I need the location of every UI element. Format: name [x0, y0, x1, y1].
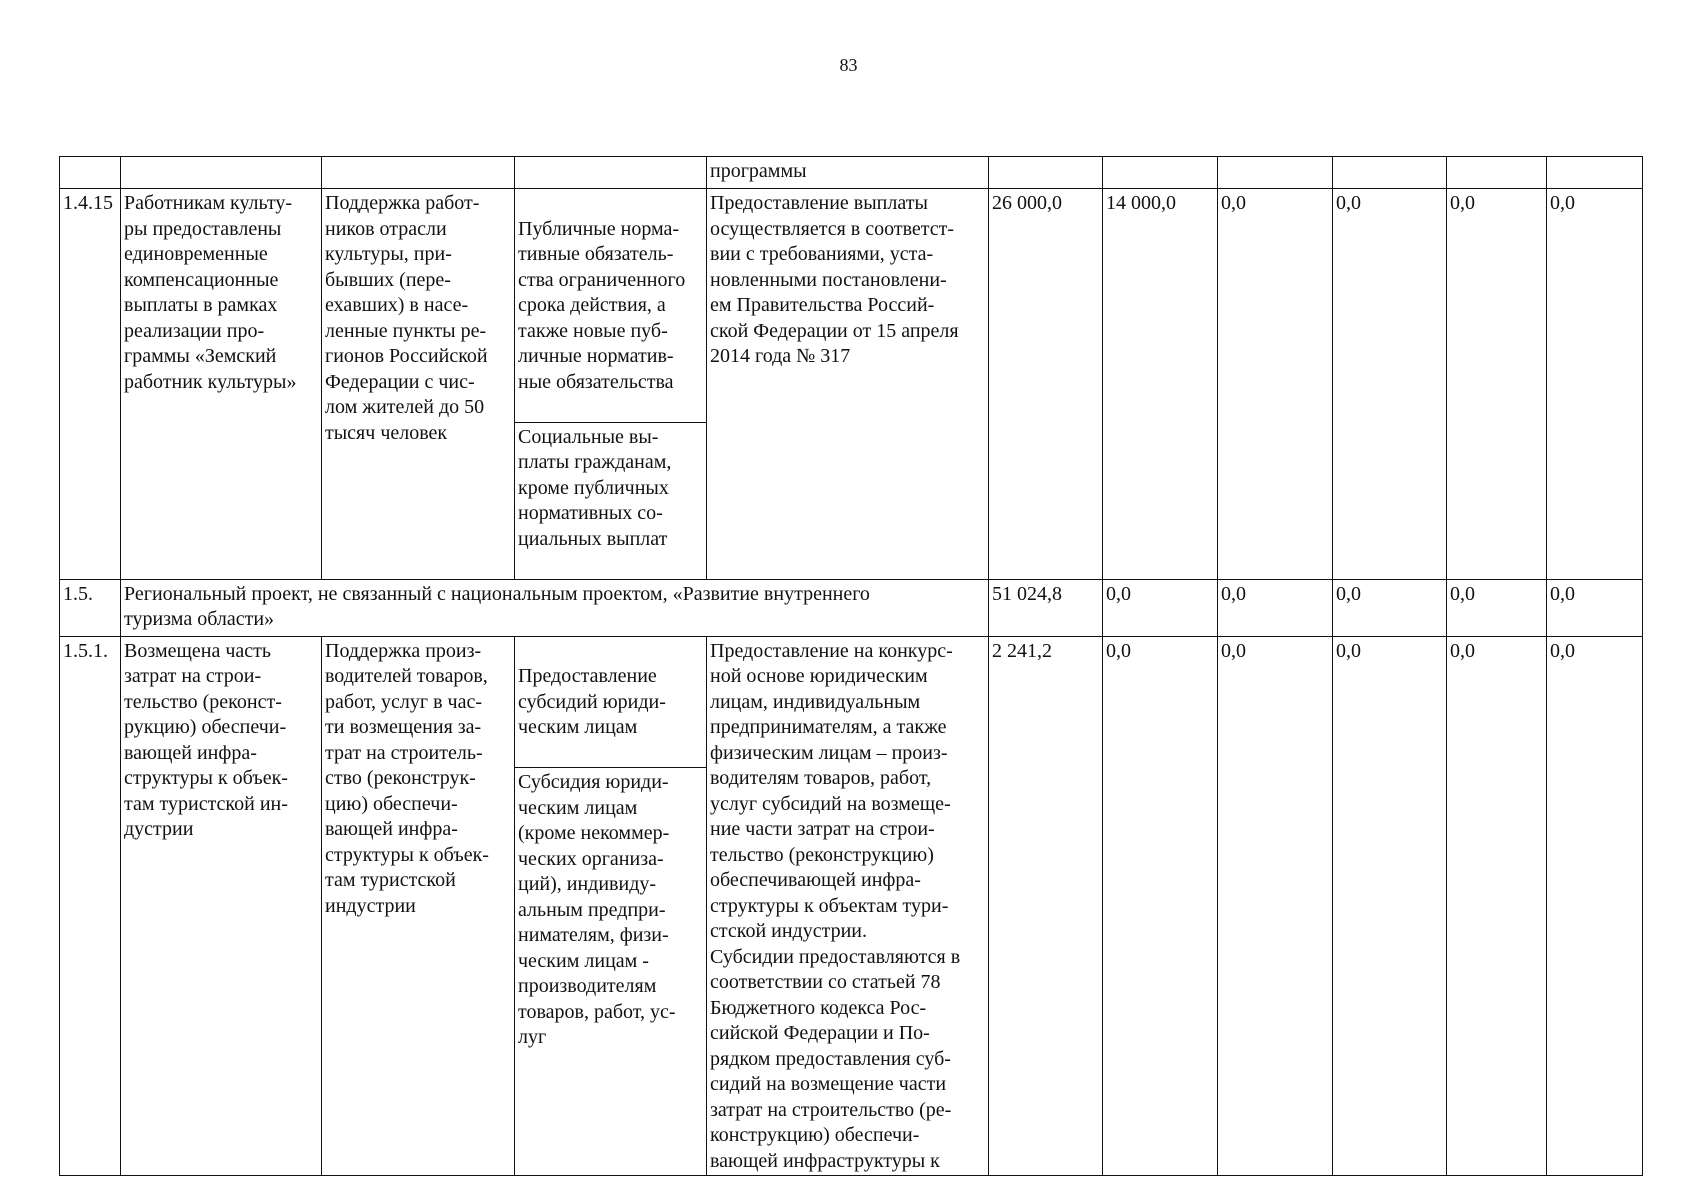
type-cell	[515, 636, 707, 1176]
measure-cell: Поддержка произ- водителей товаров, работ, услуг в час- ти возмещения за- трат на строитель- ство (реконструк- цию) обеспечи- вающей инфра- структуры к объек- там туристской индустрии	[322, 636, 515, 1176]
result-cell: Работникам культу- ры предоставлены единовременные компенсационные выплаты в рамках реализации про- граммы «Земский работник культуры»	[121, 189, 322, 580]
value-cell: 26 000,0	[989, 189, 1103, 580]
value-cell: 0,0	[1547, 636, 1643, 1176]
page-number: 83	[839, 55, 858, 75]
value-cell: 0,0	[1103, 579, 1218, 636]
cell-measure	[322, 157, 515, 189]
value-cell: 0,0	[1333, 579, 1447, 636]
cell-description: программы	[707, 157, 989, 189]
type-cell	[515, 189, 707, 580]
type-cell-bottom: Субсидия юриди- ческим лицам (кроме некоммер- ческих организа- ций), индивиду- альным предпри- нимателям, физи- ческим лицам - производителям товаров, работ, ус- луг	[515, 767, 706, 1052]
cell-value	[1218, 157, 1333, 189]
type-cell-top: Публичные норма- тивные обязатель- ства ограниченного срока действия, а также новые пуб- личные норматив- ные обязательства	[518, 217, 686, 393]
cell-result	[121, 157, 322, 189]
type-cell-top: Предоставление субсидий юриди- ческим лицам	[518, 665, 666, 738]
value-cell: 0,0	[1447, 189, 1547, 580]
type-cell-bottom: Социальные вы- платы гражданам, кроме публичных нормативных со- циальных выплат	[515, 422, 706, 554]
cell-value	[1547, 157, 1643, 189]
value-cell: 51 024,8	[989, 579, 1103, 636]
cell-value	[1333, 157, 1447, 189]
value-cell: 0,0	[1218, 189, 1333, 580]
value-cell: 0,0	[1447, 636, 1547, 1176]
section-row	[60, 579, 1643, 636]
value-cell: 2 241,2	[989, 636, 1103, 1176]
value-cell: 0,0	[1547, 189, 1643, 580]
value-cell: 0,0	[1103, 636, 1218, 1176]
value-cell: 0,0	[1447, 579, 1547, 636]
table-row	[60, 189, 1643, 580]
measures-table	[59, 156, 1643, 1176]
cell-value	[1103, 157, 1218, 189]
value-cell: 0,0	[1218, 636, 1333, 1176]
value-cell: 0,0	[1333, 189, 1447, 580]
section-title: Региональный проект, не связанный с национальным проектом, «Развитие внутреннего туризма области»	[121, 579, 989, 636]
value-cell: 0,0	[1547, 579, 1643, 636]
measure-cell: Поддержка работ- ников отрасли культуры, при- бывших (пере- ехавших) в насе- ленные пункты ре- гионов Российской Федерации с чис- лом жителей до 50 тысяч человек	[322, 189, 515, 580]
value-cell: 0,0	[1333, 636, 1447, 1176]
cell-type	[515, 157, 707, 189]
continuation-row	[60, 157, 1643, 189]
value-cell: 0,0	[1218, 579, 1333, 636]
row-number: 1.4.15	[60, 189, 121, 580]
row-number: 1.5.	[60, 579, 121, 636]
value-cell: 14 000,0	[1103, 189, 1218, 580]
cell-value	[989, 157, 1103, 189]
description-cell: Предоставление выплаты осуществляется в соответст- вии с требованиями, уста- новленными постановлени- ем Правительства Россий- ской Федерации от 15 апреля 2014 года № 317	[707, 189, 989, 580]
cell-num	[60, 157, 121, 189]
result-cell: Возмещена часть затрат на строи- тельство (реконст- рукцию) обеспечи- вающей инфра- структуры к объек- там туристской ин- дустрии	[121, 636, 322, 1176]
row-number: 1.5.1.	[60, 636, 121, 1176]
table-row	[60, 636, 1643, 1176]
description-cell: Предоставление на конкурс- ной основе юридическим лицам, индивидуальным предпринимателям, а также физическим лицам – произ- водителям товаров, работ, услуг субсидий на возмеще- ние части затрат на строи- тельство (реконструкцию) обеспечивающей инфра- структуры к объектам тури- стской индустрии. Субсидии предоставляются в соответствии со статьей 78 Бюджетного кодекса Рос- сийской Федерации и По- рядком предоставления суб- сидий на возмещение части затрат на строительство (ре- конструкцию) обеспечи- вающей инфраструктуры к	[707, 636, 989, 1176]
cell-value	[1447, 157, 1547, 189]
